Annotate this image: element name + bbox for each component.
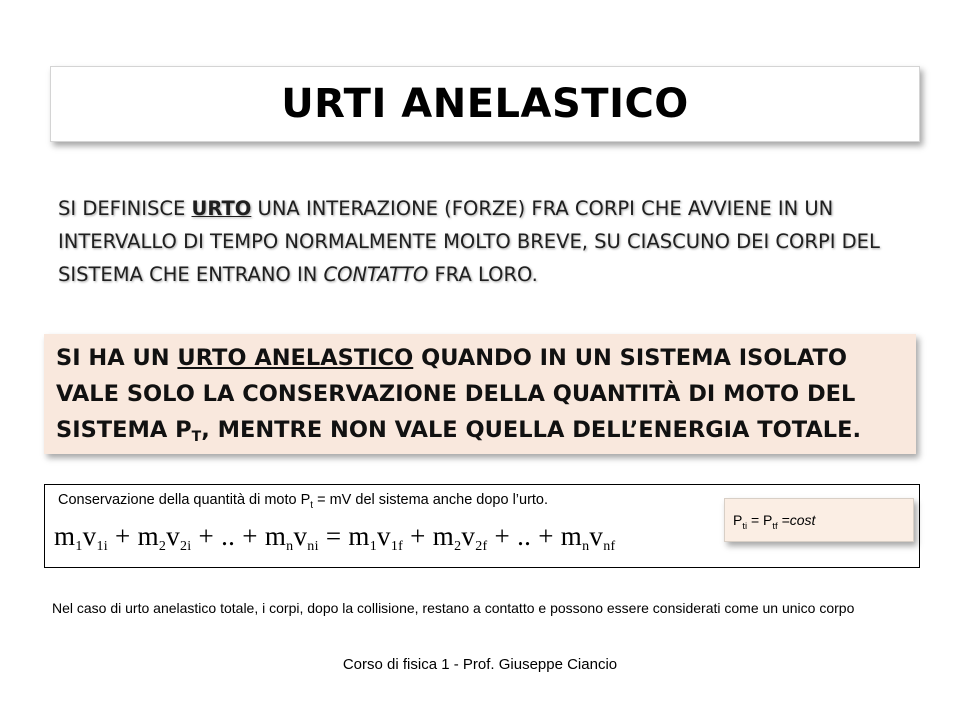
pbox-cost: =cost [777,512,816,528]
eq-lhs-v1-sub: 1i [96,539,108,554]
footer-credit: Corso di fisica 1 - Prof. Giuseppe Ciancio [342,656,618,673]
eq-lhs-m1: m [54,521,76,551]
pbox-p: P [733,512,743,528]
anelastic-part3: , MENTRE NON VALE QUELLA DELL’ENERGIA TOTALE. [201,417,862,443]
anelastic-part2: QUANDO IN UN SISTEMA ISOLATO VALE SOLO LA CONSERVAZIONE DELLA QUANTITÀ DI MOTO DEL SISTEMA P [56,345,856,443]
eq-rhs-v1: v [377,521,391,551]
eq-rhs-vn-sub: nf [603,539,616,554]
definition-part2: UNA INTERAZIONE (FORZE) FRA CORPI CHE AVVIENE IN UN INTERVALLO DI TEMPO NORMALMENTE MOLTO BREVE, SU CIASCUNO DEI CORPI DEL SISTEMA CHE ENTRANO IN [58,197,880,286]
eq-lhs-mn-sub: n [286,539,294,554]
eq-rhs-v2-sub: 2f [475,539,488,554]
pbox-sub2: tf [772,520,778,532]
definition-contact: CONTATTO [323,263,429,286]
anelastic-term: URTO ANELASTICO [177,345,414,371]
conservation-part1: Conservazione della quantità di moto P [58,492,311,508]
total-anelastic-note: Nel caso di urto anelastico totale, i corpi, dopo la collisione, restano a contatto e possono essere considerati come un unico corpo [52,600,855,616]
anelastic-text [56,340,916,455]
eq-rhs-m2-sub: 2 [454,539,462,554]
anelastic-box [44,334,916,454]
eq-rhs-v2: v [461,521,476,551]
momentum-constant-box [724,498,914,542]
eq-rhs-mn-sub: n [582,539,590,554]
eq-rhs-vn: v [589,521,604,551]
eq-equals: = [318,521,349,551]
pbox-eq: = P [747,512,773,528]
definition-part3: FRA LORO. [428,263,538,286]
definition-part1: SI DEFINISCE [58,197,192,220]
eq-rhs-m1: m [348,521,370,551]
eq-lhs-v1: v [82,521,97,551]
anelastic-part1: SI HA UN [56,345,178,371]
eq-lhs-v2: v [166,521,180,551]
eq-rhs-v1-sub: 1f [390,539,404,554]
momentum-equation [54,521,616,555]
eq-lhs-mn: + .. + m [191,521,287,551]
eq-lhs-v2-sub: 2i [180,539,192,554]
eq-rhs-m1-sub: 1 [369,539,378,554]
eq-rhs-mn: + .. + m [487,521,583,551]
momentum-constant-text [733,512,815,532]
eq-rhs-m2: + m [403,521,455,551]
eq-lhs-vn: v [293,521,308,551]
eq-lhs-m2-sub: 2 [158,539,167,554]
anelastic-sub: T [191,429,202,445]
conservation-sub: t [310,499,314,511]
slide-title: URTI ANELASTICO [281,81,689,127]
conservation-line [58,492,548,511]
definition-term: URTO [191,197,252,220]
title-box [50,66,920,142]
eq-lhs-m2: + m [107,521,159,551]
eq-lhs-vn-sub: ni [307,539,319,554]
definition-text [58,192,918,291]
conservation-part2: = mV del sistema anche dopo l’urto. [313,492,549,508]
pbox-sub1: ti [742,520,748,532]
eq-lhs-m1-sub: 1 [75,539,83,554]
